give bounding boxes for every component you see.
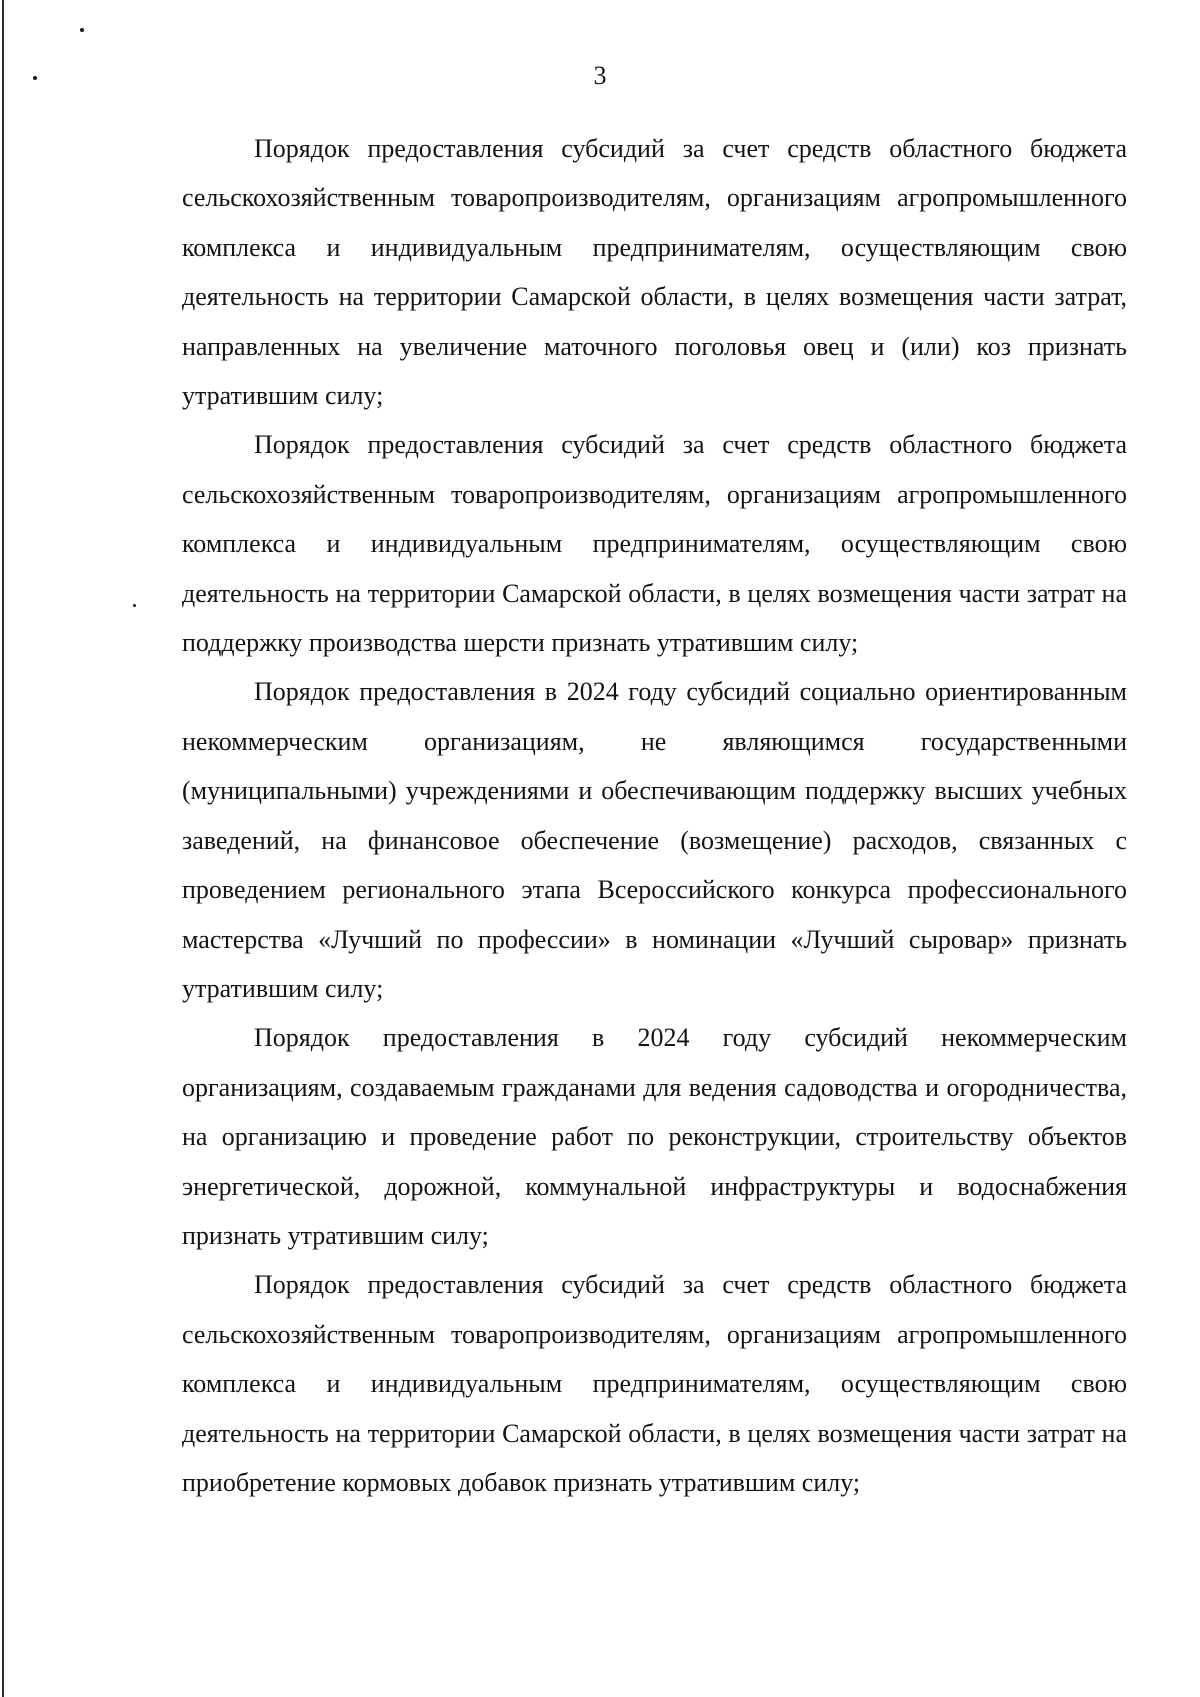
paragraph: Порядок предоставления субсидий за счет средств областного бюджета сельскохозяйственным товаропроизводителям, организациям агропромышленного комплекса и индивидуальным предпринимателям, осуществляющим свою деятельность на территории Самарской области, в целях возмещения части затрат на поддержку производства шерсти признать утратившим силу; bbox=[182, 430, 1127, 658]
paragraph: Порядок предоставления субсидий за счет средств областного бюджета сельскохозяйственным товаропроизводителям, организациям агропромышленного комплекса и индивидуальным предпринимателям, осуществляющим свою деятельность на территории Самарской области, в целях возмещения части затрат, направленных на увеличение маточного поголовья овец и (или) коз признать утратившим силу; bbox=[182, 134, 1127, 411]
scan-speck bbox=[133, 604, 136, 607]
document-body bbox=[182, 124, 1127, 1507]
page-edge-line bbox=[2, 0, 4, 1697]
scan-speck bbox=[80, 28, 84, 32]
paragraph: Порядок предоставления в 2024 году субсидий социально ориентированным некоммерческим организациям, не являющимся государственными (муниципальными) учреждениями и обеспечивающим поддержку высших учебных заведений, на финансовое обеспечение (возмещение) расходов, связанных с проведением регионального этапа Всероссийского конкурса профессионального мастерства «Лучший по профессии» в номинации «Лучший сыровар» признать утратившим силу; bbox=[182, 677, 1127, 1003]
page-number: 3 bbox=[593, 61, 607, 90]
paragraph: Порядок предоставления в 2024 году субсидий некоммерческим организациям, создаваемым гражданами для ведения садоводства и огородничества, на организацию и проведение работ по реконструкции, строительству объектов энергетической, дорожной, коммунальной инфраструктуры и водоснабжения признать утратившим силу; bbox=[182, 1023, 1127, 1250]
paragraph: Порядок предоставления субсидий за счет средств областного бюджета сельскохозяйственным товаропроизводителям, организациям агропромышленного комплекса и индивидуальным предпринимателям, осуществляющим свою деятельность на территории Самарской области, в целях возмещения части затрат на приобретение кормовых добавок признать утратившим силу; bbox=[182, 1270, 1127, 1497]
